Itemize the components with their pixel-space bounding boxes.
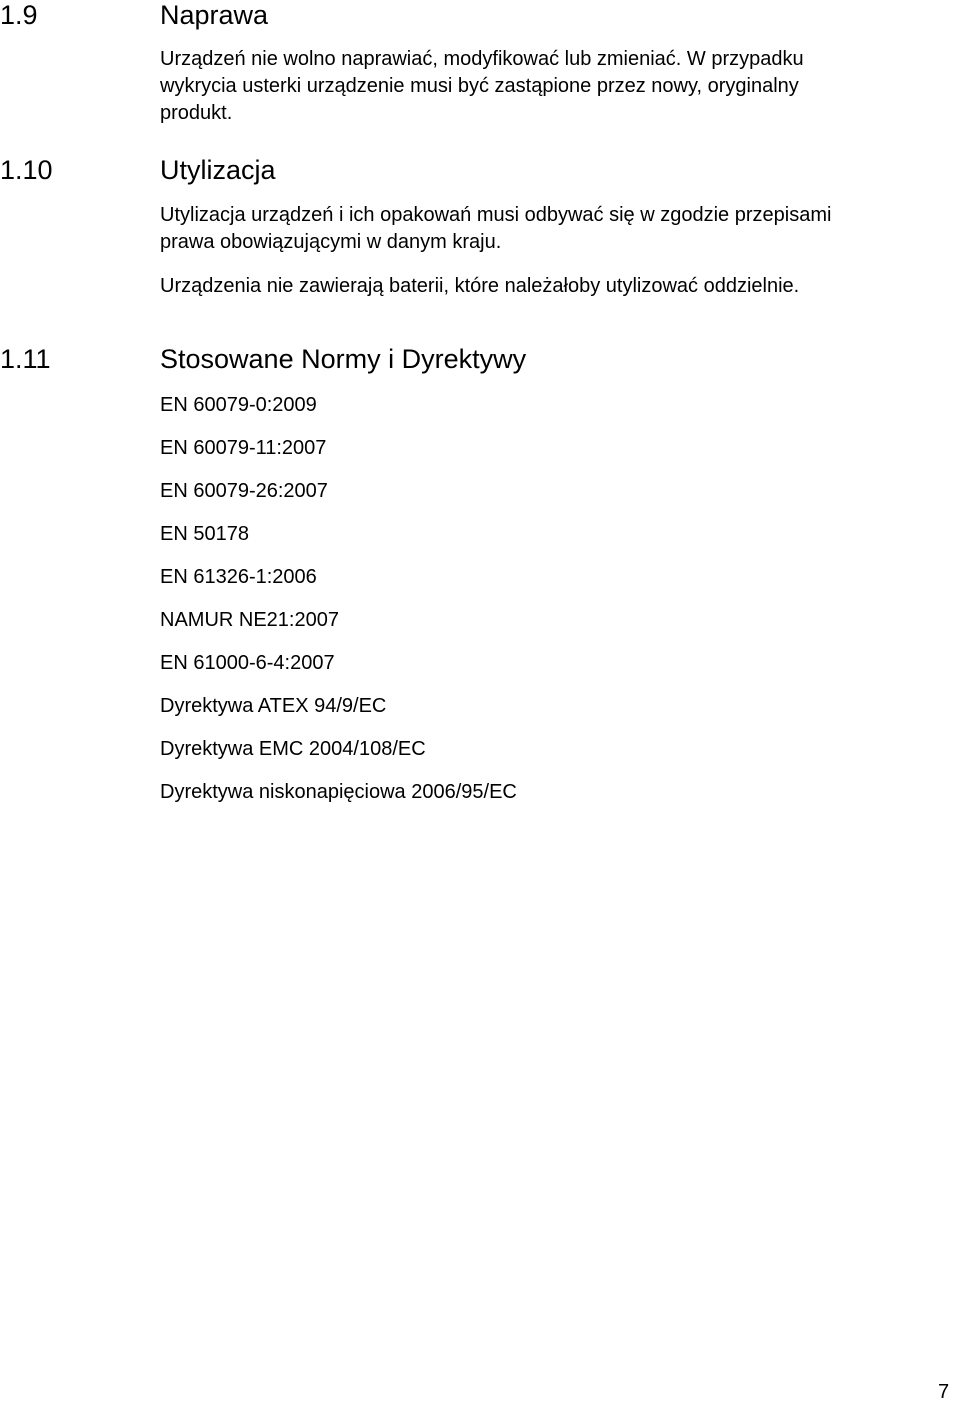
- paragraph-line: Urządzeń nie wolno naprawiać, modyfikować lub zmieniać. W przypadku: [160, 48, 804, 70]
- section-title: Naprawa: [160, 0, 269, 30]
- standard-item: Dyrektywa EMC 2004/108/EC: [160, 738, 426, 760]
- standard-item: EN 60079-26:2007: [160, 480, 328, 502]
- paragraph-line: Utylizacja urządzeń i ich opakowań musi odbywać się w zgodzie przepisami: [160, 204, 832, 226]
- section-title: Utylizacja: [160, 155, 276, 185]
- paragraph-line: Urządzenia nie zawierają baterii, które należałoby utylizować oddzielnie.: [160, 275, 800, 297]
- page-number: 7: [938, 1381, 950, 1403]
- standard-item: EN 60079-11:2007: [160, 437, 327, 459]
- paragraph-line: produkt.: [160, 102, 233, 124]
- paragraph-line: prawa obowiązującymi w danym kraju.: [160, 231, 502, 253]
- standard-item: Dyrektywa niskonapięciowa 2006/95/EC: [160, 781, 517, 803]
- section-number: 1.9: [0, 0, 38, 30]
- paragraph-line: wykrycia usterki urządzenie musi być zastąpione przez nowy, oryginalny: [160, 75, 799, 97]
- section-number: 1.11: [0, 344, 51, 374]
- section-title: Stosowane Normy i Dyrektywy: [160, 344, 527, 374]
- standard-item: Dyrektywa ATEX 94/9/EC: [160, 695, 387, 717]
- standard-item: EN 60079-0:2009: [160, 394, 317, 416]
- standard-item: EN 61326-1:2006: [160, 566, 317, 588]
- standards-list: [160, 393, 517, 823]
- standard-item: EN 61000-6-4:2007: [160, 652, 335, 674]
- standard-item: NAMUR NE21:2007: [160, 609, 339, 631]
- standard-item: EN 50178: [160, 523, 249, 545]
- section-number: 1.10: [0, 155, 53, 185]
